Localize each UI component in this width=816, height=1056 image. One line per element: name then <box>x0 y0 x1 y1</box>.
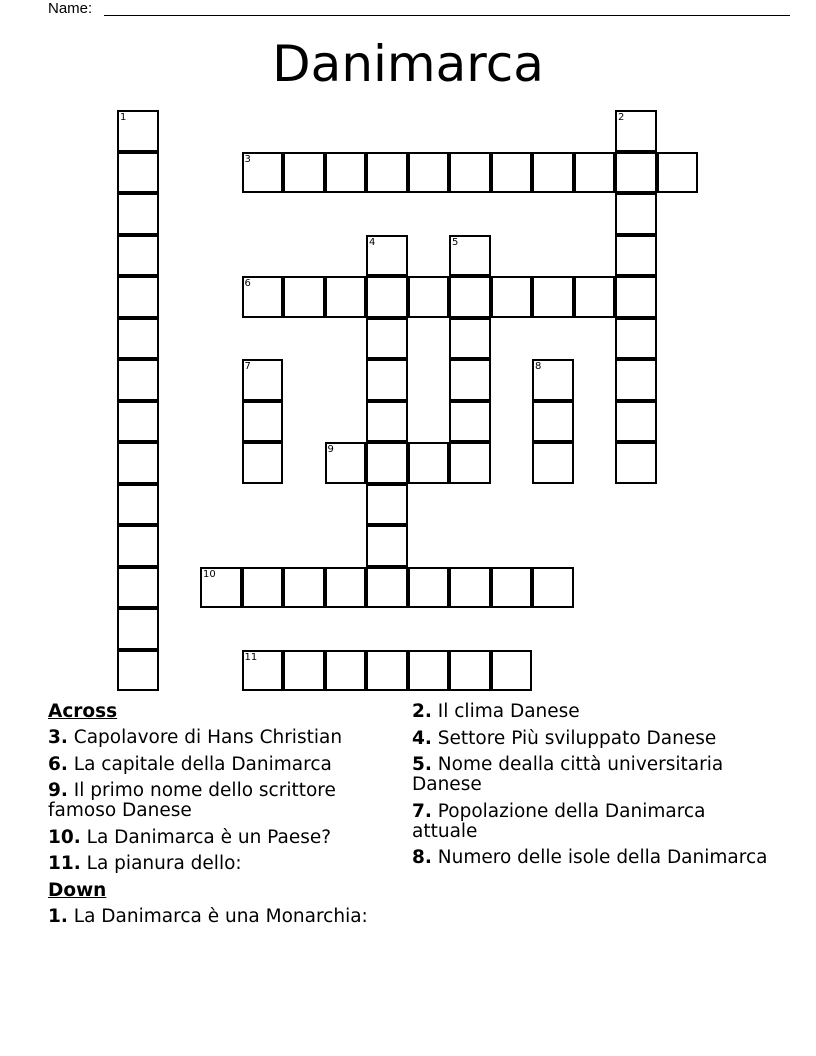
down-clue-list-left <box>48 907 393 927</box>
crossword-cell[interactable] <box>117 567 159 609</box>
crossword-cell[interactable] <box>532 567 574 609</box>
crossword-cell[interactable] <box>532 359 574 401</box>
crossword-cell[interactable] <box>366 152 408 194</box>
crossword-cell[interactable] <box>366 525 408 567</box>
crossword-cell[interactable] <box>242 650 284 692</box>
clue-item <box>412 848 772 868</box>
clue-item <box>48 854 393 874</box>
clue-text: Numero delle isole della Danimarca <box>431 847 768 868</box>
clue-text: Popolazione della Danimarca attuale <box>412 800 706 842</box>
crossword-cell[interactable] <box>491 650 533 692</box>
crossword-cell[interactable] <box>366 567 408 609</box>
crossword-cell[interactable] <box>242 359 284 401</box>
crossword-cell[interactable] <box>117 152 159 194</box>
clue-item <box>412 729 772 749</box>
page-title: Danimarca <box>272 35 544 93</box>
clue-text: Il primo nome dello scrittore famoso Danese <box>48 780 336 821</box>
clue-number: 5. <box>412 754 432 775</box>
crossword-cell[interactable] <box>449 359 491 401</box>
crossword-cell[interactable] <box>242 152 284 194</box>
crossword-cell[interactable] <box>117 235 159 277</box>
clue-number-label: 7 <box>244 361 251 372</box>
clue-number-label: 10 <box>203 568 216 580</box>
clue-number-label: 2 <box>618 112 625 123</box>
clue-text: La Danimarca è un Paese? <box>80 826 332 848</box>
crossword-cell[interactable] <box>615 359 657 401</box>
clue-text: La capitale della Danimarca <box>67 753 332 775</box>
crossword-cell[interactable] <box>117 401 159 443</box>
clue-text: Il clima Danese <box>431 701 580 722</box>
across-clue-list <box>48 728 393 874</box>
crossword-cell[interactable] <box>242 567 284 609</box>
name-label: Name: <box>48 0 93 17</box>
crossword-cell[interactable] <box>366 235 408 277</box>
crossword-cell[interactable] <box>366 442 408 484</box>
down-clue-list-right <box>412 702 772 868</box>
clue-item <box>412 802 772 842</box>
clue-number-label: 1 <box>120 112 127 123</box>
crossword-cell[interactable] <box>574 152 616 194</box>
clue-text: Nome dealla città universitaria Danese <box>412 754 724 795</box>
clue-number: 10. <box>48 826 81 848</box>
crossword-cell[interactable] <box>325 152 367 194</box>
clue-number: 9. <box>48 780 68 801</box>
crossword-cell[interactable] <box>408 152 450 194</box>
clue-text: Capolavore di Hans Christian <box>67 727 343 748</box>
crossword-cell[interactable] <box>408 442 450 484</box>
crossword-cell[interactable] <box>615 152 657 194</box>
crossword-cell[interactable] <box>449 318 491 360</box>
clue-number-label: 6 <box>244 278 251 289</box>
crossword-cell[interactable] <box>408 567 450 609</box>
crossword-cell[interactable] <box>325 650 367 692</box>
clue-item <box>48 755 393 775</box>
clue-number: 8. <box>412 847 432 868</box>
crossword-cell[interactable] <box>117 110 159 152</box>
crossword-cell[interactable] <box>117 442 159 484</box>
clue-number-label: 3 <box>244 153 251 165</box>
clue-number: 2. <box>412 701 432 722</box>
clue-number: 6. <box>48 753 68 775</box>
clue-text: La Danimarca è una Monarchia: <box>67 905 368 927</box>
crossword-cell[interactable] <box>657 152 699 194</box>
crossword-cell[interactable] <box>449 235 491 277</box>
clue-item <box>412 702 772 722</box>
crossword-cell[interactable] <box>117 484 159 526</box>
crossword-cell[interactable] <box>283 650 325 692</box>
crossword-cell[interactable] <box>366 359 408 401</box>
clue-number: 7. <box>412 800 432 822</box>
crossword-cell[interactable] <box>242 401 284 443</box>
crossword-cell[interactable] <box>449 650 491 692</box>
crossword-cell[interactable] <box>366 276 408 318</box>
crossword-cell[interactable] <box>325 567 367 609</box>
crossword-cell[interactable] <box>283 152 325 194</box>
crossword-cell[interactable] <box>615 276 657 318</box>
crossword-cell[interactable] <box>117 276 159 318</box>
crossword-cell[interactable] <box>366 401 408 443</box>
clue-number-label: 5 <box>452 236 459 248</box>
crossword-cell[interactable] <box>574 276 616 318</box>
clue-item <box>48 728 393 748</box>
crossword-cell[interactable] <box>449 442 491 484</box>
crossword-cell[interactable] <box>449 401 491 443</box>
crossword-cell[interactable] <box>117 193 159 235</box>
clue-item <box>48 907 393 927</box>
clue-number-label: 8 <box>535 361 542 372</box>
clues-right-column <box>412 702 772 875</box>
down-heading: Down <box>48 879 107 901</box>
crossword-cell[interactable] <box>366 318 408 360</box>
crossword-cell[interactable] <box>449 152 491 194</box>
clue-number-label: 11 <box>244 651 258 663</box>
clue-text: Settore Più sviluppato Danese <box>431 727 717 749</box>
crossword-cell[interactable] <box>408 650 450 692</box>
crossword-cell[interactable] <box>491 152 533 194</box>
crossword-cell[interactable] <box>532 276 574 318</box>
crossword-cell[interactable] <box>117 525 159 567</box>
crossword-cell[interactable] <box>325 276 367 318</box>
crossword-cell[interactable] <box>615 401 657 443</box>
crossword-cell[interactable] <box>366 484 408 526</box>
crossword-cell[interactable] <box>117 359 159 401</box>
crossword-cell[interactable] <box>449 567 491 609</box>
crossword-cell[interactable] <box>283 276 325 318</box>
crossword-cell[interactable] <box>242 442 284 484</box>
crossword-cell[interactable] <box>615 235 657 277</box>
crossword-cell[interactable] <box>615 110 657 152</box>
crossword-cell[interactable] <box>491 567 533 609</box>
crossword-cell[interactable] <box>117 650 159 692</box>
crossword-cell[interactable] <box>117 608 159 650</box>
crossword-cell[interactable] <box>491 276 533 318</box>
clue-item <box>48 781 393 821</box>
crossword-cell[interactable] <box>615 318 657 360</box>
crossword-cell[interactable] <box>242 276 284 318</box>
clue-item <box>412 755 772 795</box>
crossword-cell[interactable] <box>532 401 574 443</box>
across-heading: Across <box>48 701 118 722</box>
clue-number-label: 9 <box>327 444 334 455</box>
clue-number: 11. <box>48 853 81 874</box>
crossword-cell[interactable] <box>615 442 657 484</box>
crossword-cell[interactable] <box>200 567 242 609</box>
crossword-cell[interactable] <box>615 193 657 235</box>
clue-number: 1. <box>48 905 68 927</box>
crossword-cell[interactable] <box>283 567 325 609</box>
crossword-cell[interactable] <box>532 152 574 194</box>
crossword-cell[interactable] <box>117 318 159 360</box>
crossword-cell[interactable] <box>449 276 491 318</box>
crossword-cell[interactable] <box>532 442 574 484</box>
clue-text: La pianura dello: <box>80 853 242 874</box>
clue-item <box>48 828 393 848</box>
crossword-cell[interactable] <box>366 650 408 692</box>
clues-left-column <box>48 702 393 933</box>
crossword-cell[interactable] <box>325 442 367 484</box>
crossword-cell[interactable] <box>408 276 450 318</box>
clue-number: 3. <box>48 727 68 748</box>
clue-number: 4. <box>412 727 432 749</box>
clue-number-label: 4 <box>369 236 376 248</box>
